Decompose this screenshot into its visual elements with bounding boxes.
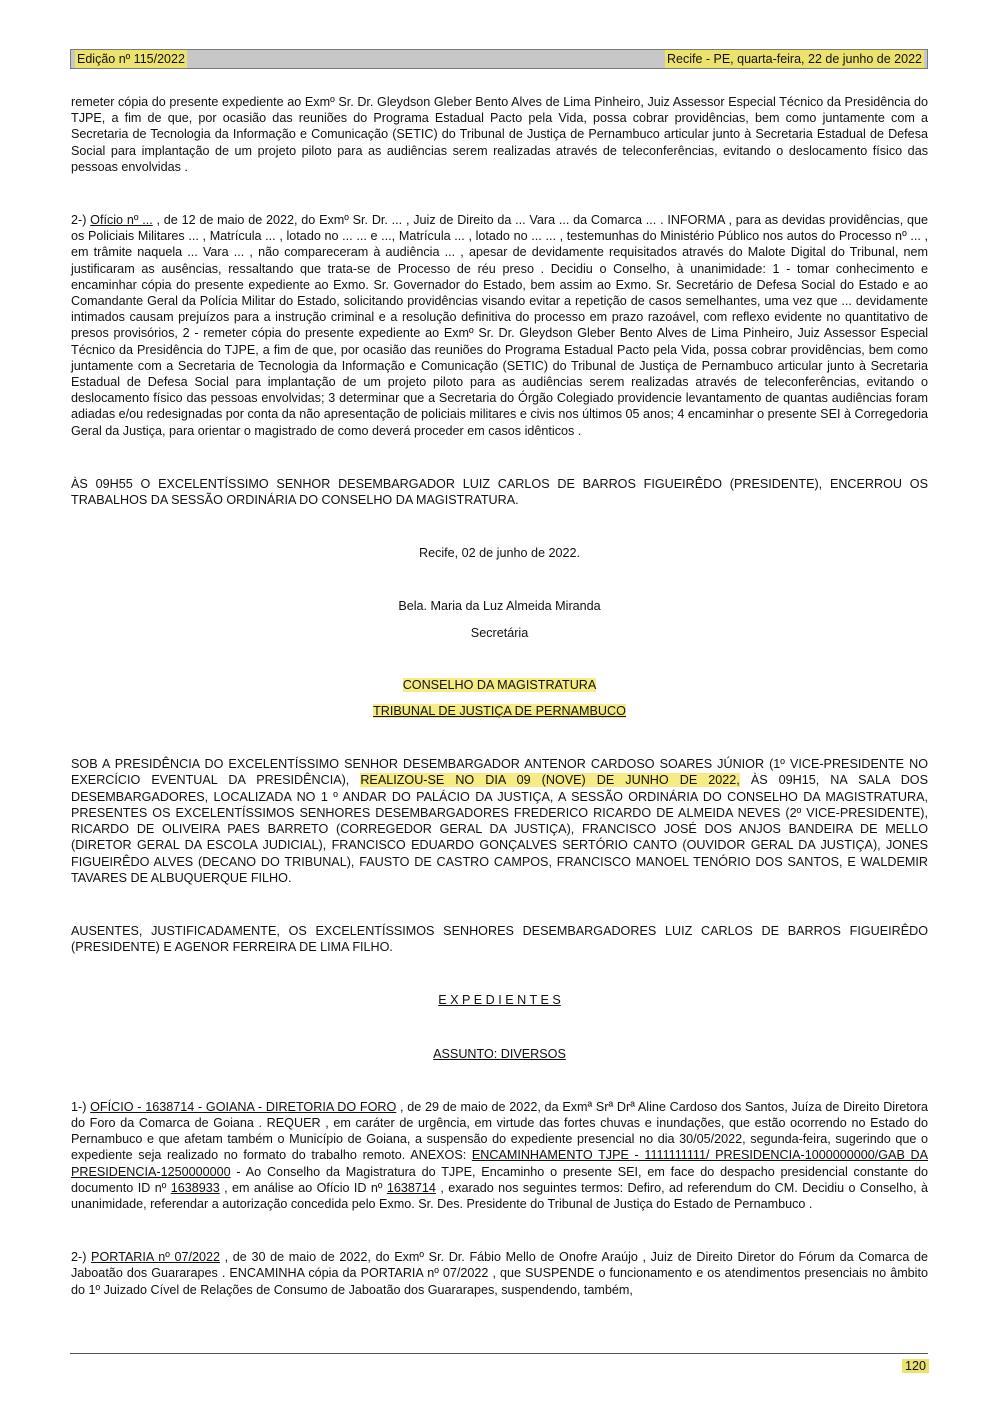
portaria-link[interactable]: PORTARIA nº 07/2022 bbox=[91, 1250, 220, 1265]
item-2-paragraph: 2-) PORTARIA nº 07/2022 , de 30 de maio de 2022, do Exmº Sr. Dr. Fábio Mello de Onofre Araújo , Juiz de Direito Diretor do Fórum da Comarca de Jaboatão dos Guararapes . ENCAMINHA cópia da PORTARIA nº 07/2022 , que SUSPENDE o funcionamento e os atendimentos presenciais no âmbito do 1º Juizado Cível de Relações de Consumo de Jaboatão dos Guararapes, suspendendo, também, bbox=[71, 1250, 928, 1297]
item-oficio-paragraph bbox=[71, 212, 928, 439]
footer-divider bbox=[70, 1353, 928, 1354]
place-date: Recife, 02 de junho de 2022. bbox=[418, 546, 581, 561]
org-title-court: TRIBUNAL DE JUSTIÇA DE PERNAMBUCO bbox=[373, 704, 626, 719]
page-number: 120 bbox=[902, 1359, 929, 1373]
closing-statement: ÀS 09H55 O EXCELENTÍSSIMO SENHOR DESEMBARGADOR LUIZ CARLOS DE BARROS FIGUEIRÊDO (PRESIDENTE), ENCERROU OS TRABALHOS DA SESSÃO ORDINÁRIA DO CONSELHO DA MAGISTRATURA. bbox=[71, 476, 928, 508]
page-content bbox=[71, 94, 928, 1298]
session-paragraph: SOB A PRESIDÊNCIA DO EXCELENTÍSSIMO SENHOR DESEMBARGADOR ANTENOR CARDOSO SOARES JÚNIOR (1º VICE-PRESIDENTE NO EXERCÍCIO EVENTUAL DA PRESIDÊNCIA), REALIZOU-SE NO DIA 09 (NOVE) DE JUNHO DE 2022, ÀS 09H15, NA SALA DOS DESEMBARGADORES, LOCALIZADA NO 1 º ANDAR DO PALÁCIO DA JUSTIÇA, A SESSÃO ORDINÁRIA DO CONSELHO DA MAGISTRATURA, PRESENTES OS EXCELENTÍSSIMOS SENHORES DESEMBARGADORES FREDERICO RICARDO DE ALMEIDA NEVES (2º VICE-PRESIDENTE), RICARDO DE OLIVEIRA PAES BARRETO (CORREGEDOR GERAL DA JUSTIÇA), FRANCISCO JOSÉ DOS ANJOS BANDEIRA DE MELLO (DIRETOR GERAL DA ESCOLA JUDICIAL), FRANCISCO EDUARDO GONÇALVES SERTÓRIO CANTO (OUVIDOR GERAL DA JUSTIÇA), JONES FIGUEIRÊDO ALVES (DECANO DO TRIBUNAL), FAUSTO DE CASTRO CAMPOS, FRANCISCO MANOEL TENÓRIO DOS SANTOS, E WALDEMIR TAVARES DE ALBUQUERQUE FILHO. bbox=[71, 757, 928, 885]
encaminhamento-link[interactable]: ENCAMINHAMENTO TJPE - 1111111111/ PRESIDENCIA-1000000000/GAB DA PRESIDENCIA-1250000000 bbox=[71, 1148, 928, 1179]
oficio-link[interactable]: Ofício nº ... bbox=[90, 213, 153, 228]
item-prefix: 2-) bbox=[71, 213, 91, 228]
edition-number: Edição nº 115/2022 bbox=[77, 52, 185, 66]
session-date-highlight: REALIZOU-SE NO DIA 09 (NOVE) DE JUNHO DE 2022, bbox=[360, 773, 740, 788]
section-subject: ASSUNTO: DIVERSOS bbox=[433, 1046, 566, 1061]
signer-role: Secretária bbox=[470, 625, 529, 640]
oficio-id-link[interactable]: 1638714 bbox=[386, 1180, 436, 1195]
publication-date: Recife - PE, quarta-feira, 22 de junho de 2022 bbox=[666, 52, 922, 66]
paragraph-continuation: remeter cópia do presente expediente ao Exmº Sr. Dr. Gleydson Gleber Bento Alves de Lima Pinheiro, Juiz Assessor Especial Técnico da Presidência do TJPE, a fim de que, por ocasião das reuniões do Programa Estadual Pacto pela Vida, possa cobrar providências, bem como juntamente com a Secretaria de Tecnologia da Informação e Comunicação (SETIC) do Tribunal de Justiça de Pernambuco articular junto à Secretaria Estadual de Defesa Social para implantação de um projeto piloto para as audiências serem realizadas através de teleconferências, evitando o deslocamento físico das pessoas envolvidas . bbox=[71, 95, 928, 174]
item-text: , de 12 de maio de 2022, do Exmº Sr. Dr. ... , Juiz de Direito da ... Vara ... da Comarca ... . INFORMA , para as devidas providências, que os Policiais Militares ... , Matrícula ... , lotado no ... ... e ..., Matrícula ... , lotado no ... ... , testemunhas do Ministério Público nos autos do Processo nº ... , em trâmite naquela ... Vara ... , não compareceram à audiência ... , apesar de devidamente requisitados através do Malote Digital do Tribunal, nem justificaram as ausências, ressaltando que trata-se de Processo de réu preso . Decidiu o Conselho, à unanimidade: 1 - tomar conhecimento e encaminhar cópia do presente expediente ao Exmo. Sr. Governador do Estado, bem assim ao Exmo. Sr. Secretário de Defesa Social do Estado e ao Comandante Geral da Polícia Militar do Estado, solicitando providências visando evitar a repetição de casos semelhantes, uma vez que ... devidamente intimados causam prejuízos para a instrução criminal e a resolução definitiva do processo em prazo razoável, com reflexo evidente no quantitativo de presos provisórios, 2 - remeter cópia do presente expediente ao Exmº Sr. Dr. Gleydson Gleber Bento Alves de Lima Pinheiro, Juiz Assessor Especial Técnico da Presidência do TJPE, a fim de que, por ocasião das reuniões do Programa Estadual Pacto pela Vida, possa cobrar providências, bem como juntamente com a Secretaria de Tecnologia da Informação e Comunicação (SETIC) do Tribunal de Justiça de Pernambuco articular junto à Secretaria Estadual de Defesa Social para implantação de um projeto piloto para as audiências serem realizadas através de teleconferências, evitando o deslocamento físico das pessoas envolvidas; 3 determinar que a Secretaria do Órgão Colegiado providencie levantamento de quantas audiências foram adiadas e/ou redesignadas por conta da não apresentação de policiais militares e civis nos últimos 05 anos; 4 encaminhar o presente SEI à Corregedoria Geral da Justiça, para orientar o magistrado de como deverá proceder em casos idênticos . bbox=[71, 213, 929, 438]
page-header bbox=[70, 49, 928, 69]
section-title-expedientes: E X P E D I E N T E S bbox=[438, 993, 561, 1008]
signer-name: Bela. Maria da Luz Almeida Miranda bbox=[398, 599, 601, 614]
org-title-council: CONSELHO DA MAGISTRATURA bbox=[402, 677, 597, 692]
document-id-link[interactable]: 1638933 bbox=[170, 1180, 220, 1195]
item-1-paragraph: 1-) OFÍCIO - 1638714 - GOIANA - DIRETORIA DO FORO , de 29 de maio de 2022, da Exmª Srª Drª Aline Cardoso dos Santos, Juíza de Direito Diretora do Foro da Comarca de Goiana . REQUER , em caráter de urgência, em virtude das fortes chuvas e inundações, que estão ocorrendo no Estado do Pernambuco e que afetam também o Município de Goiana, a suspensão do expediente presencial no dia 30/05/2022, segunda-feira, sugerindo que o expediente seja realizado no formato do trabalho remoto. ANEXOS: ENCAMINHAMENTO TJPE - 1111111111/ PRESIDENCIA-1000000000/GAB DA PRESIDENCIA-1250000000 - Ao Conselho da Magistratura do TJPE, Encaminho o presente SEI, em face do despacho presidencial constante do documento ID nº 1638933 , em análise ao Ofício ID nº 1638714 , exarado nos seguintes termos: Defiro, ad referendum do CM. Decidiu o Conselho, à unanimidade, referendar a autorização concedida pelo Exmo. Sr. Des. Presidente do Tribunal de Justiça do Estado de Pernambuco . bbox=[71, 1099, 929, 1211]
absent-paragraph: AUSENTES, JUSTIFICADAMENTE, OS EXCELENTÍSSIMOS SENHORES DESEMBARGADORES LUIZ CARLOS DE BARROS FIGUEIRÊDO (PRESIDENTE) E AGENOR FERREIRA DE LIMA FILHO. bbox=[71, 923, 928, 955]
oficio-goiana-link[interactable]: OFÍCIO - 1638714 - GOIANA - DIRETORIA DO FORO bbox=[90, 1099, 397, 1114]
